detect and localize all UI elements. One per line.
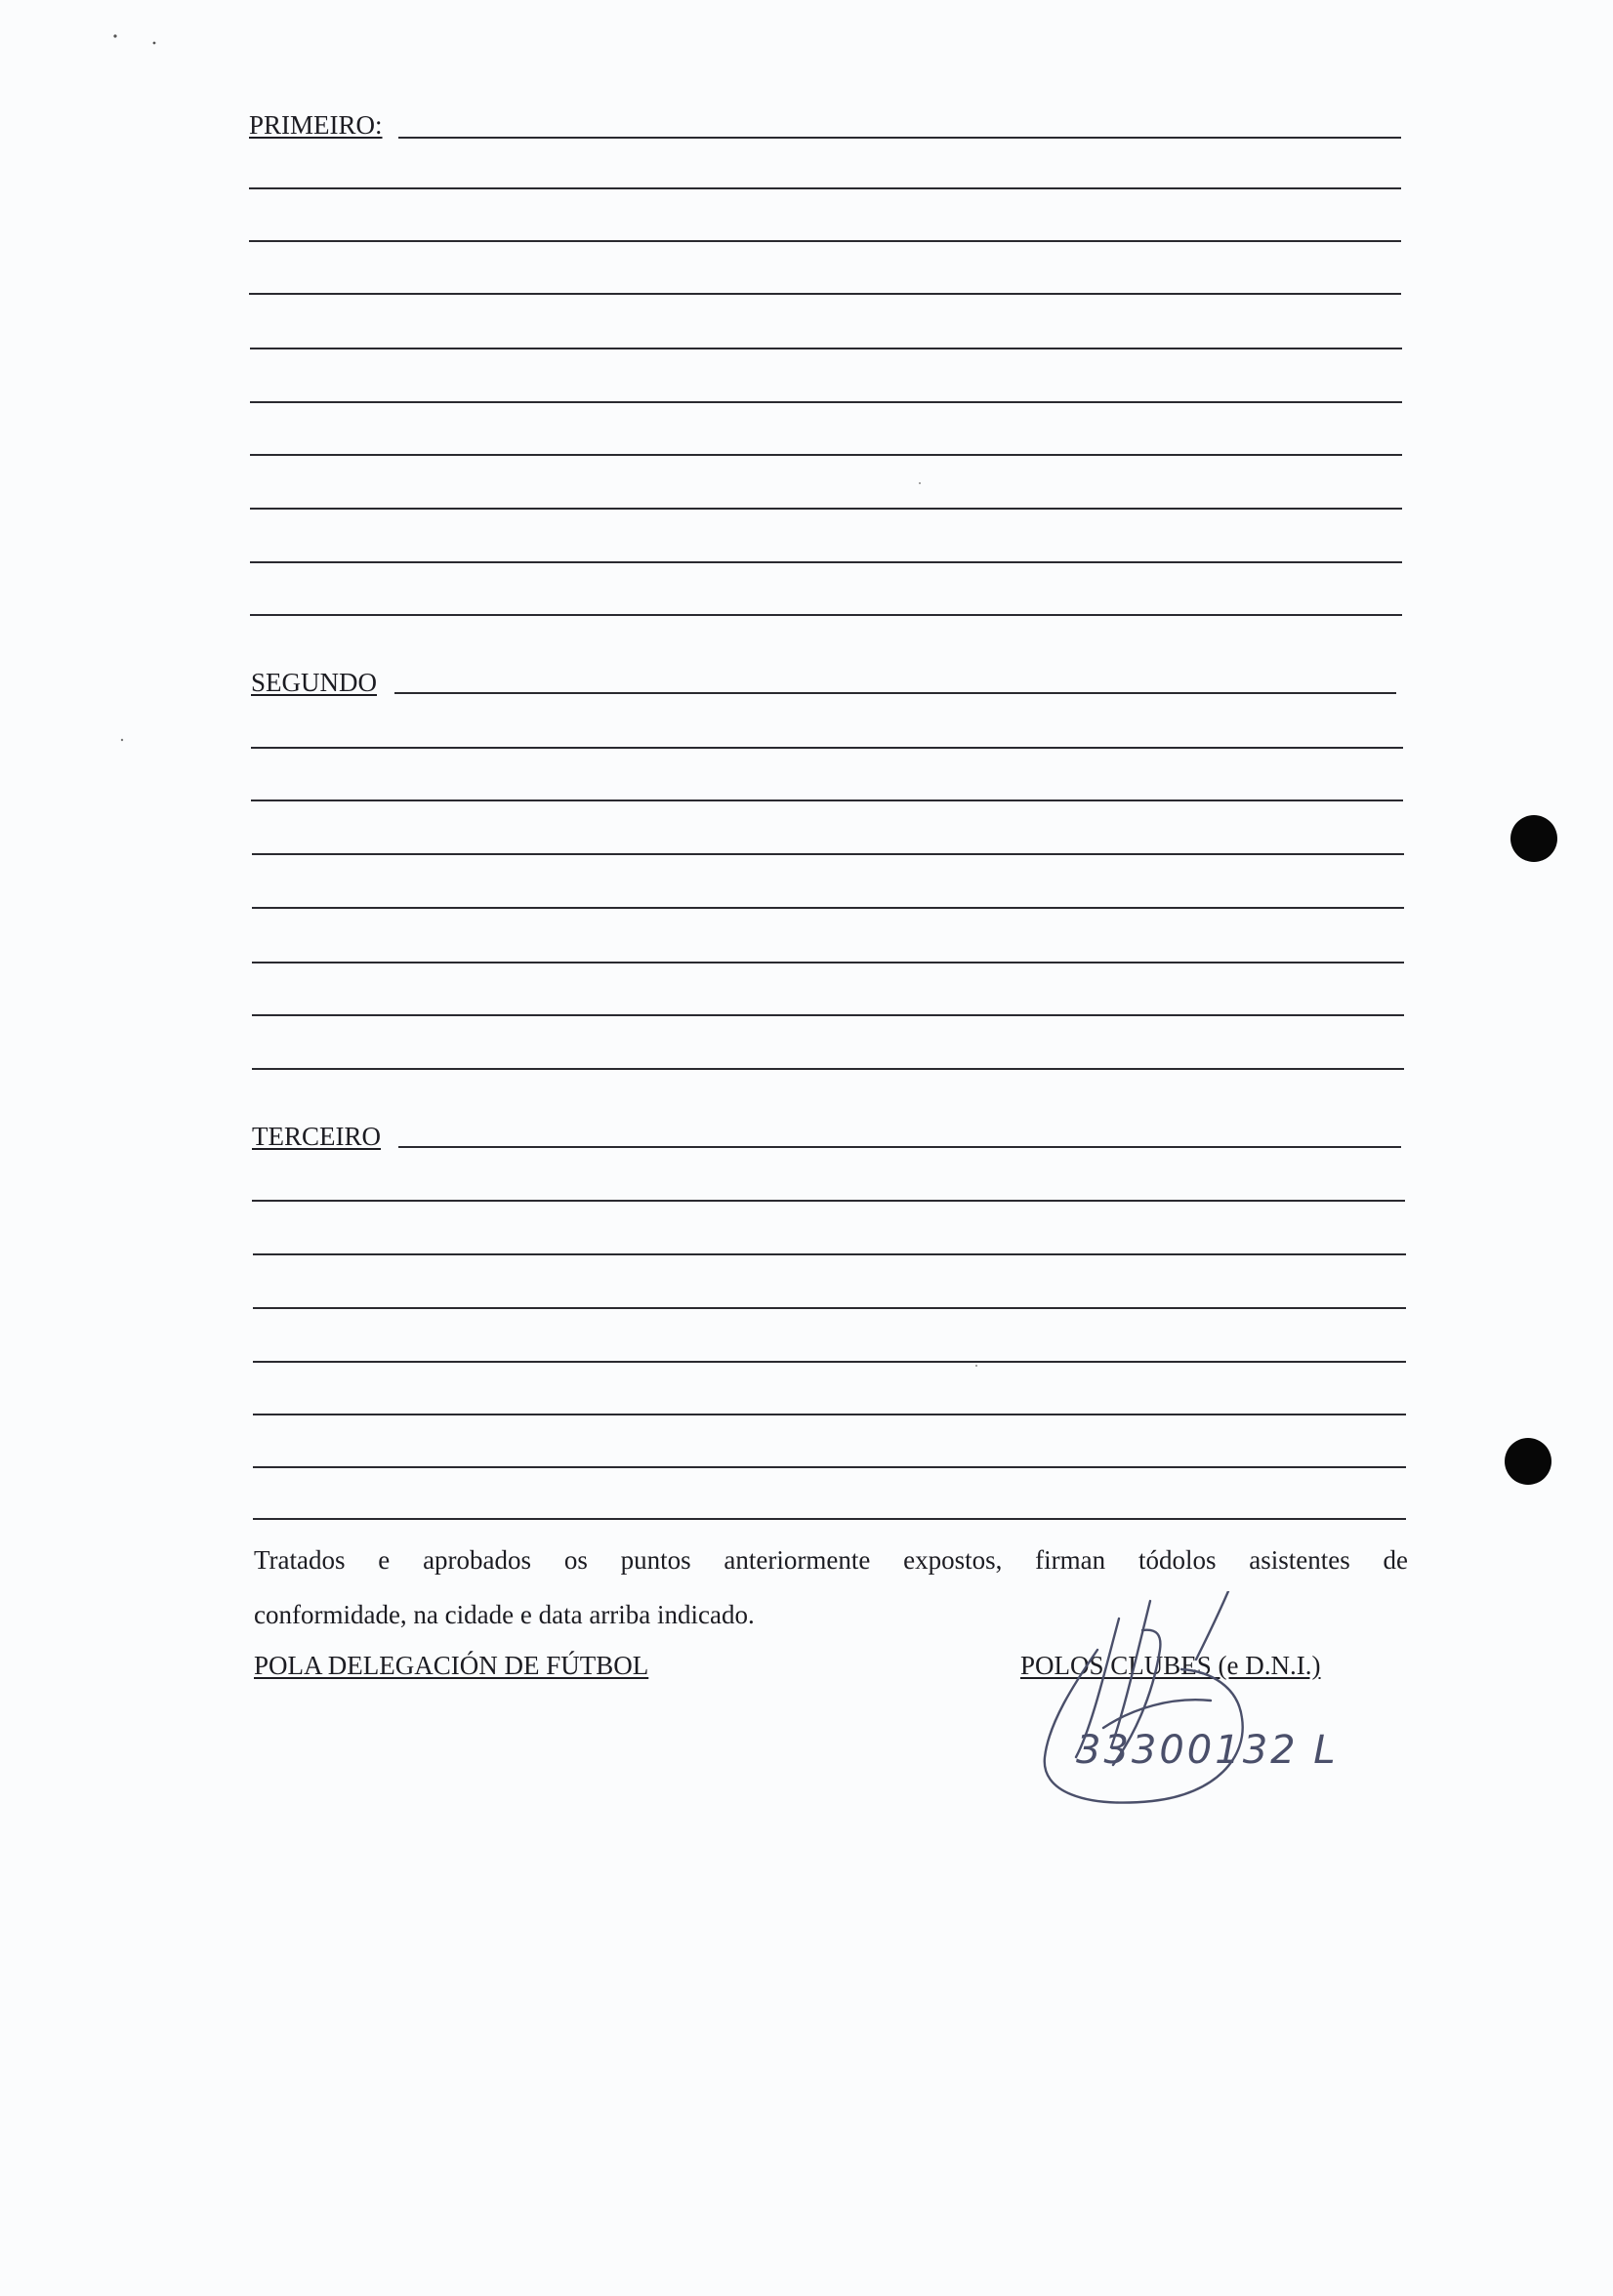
answer-line[interactable]: [253, 1518, 1406, 1520]
answer-line[interactable]: [250, 561, 1402, 563]
answer-line[interactable]: [253, 1253, 1406, 1255]
closing-line-1: Tratados e aprobados os puntos anteriormente expostos, firman tódolos asistentes de: [254, 1545, 1408, 1575]
club-signature: [1015, 1591, 1406, 1816]
handwritten-dni: 33300132 L: [1076, 1728, 1339, 1773]
answer-line[interactable]: [249, 293, 1401, 295]
section-first-label: PRIMEIRO:: [249, 110, 383, 140]
answer-line[interactable]: [249, 240, 1401, 242]
section-second-label: SEGUNDO: [251, 668, 378, 697]
answer-line[interactable]: [394, 692, 1396, 694]
section-third-label: TERCEIRO: [252, 1122, 381, 1151]
answer-line[interactable]: [252, 907, 1404, 909]
punch-hole: [1505, 1438, 1551, 1485]
answer-line[interactable]: [250, 454, 1402, 456]
answer-line[interactable]: [398, 137, 1401, 139]
answer-line[interactable]: [252, 853, 1404, 855]
answer-line[interactable]: [252, 1014, 1404, 1016]
answer-line[interactable]: [252, 962, 1404, 964]
answer-line[interactable]: [253, 1361, 1406, 1363]
punch-hole: [1510, 815, 1557, 862]
answer-line[interactable]: [252, 1200, 1405, 1202]
answer-line[interactable]: [250, 508, 1402, 510]
answer-line[interactable]: [251, 800, 1403, 801]
answer-line[interactable]: [253, 1466, 1406, 1468]
answer-line[interactable]: [249, 187, 1401, 189]
answer-line[interactable]: [251, 747, 1403, 749]
answer-line[interactable]: [250, 348, 1402, 349]
answer-line[interactable]: [250, 614, 1402, 616]
answer-line[interactable]: [253, 1307, 1406, 1309]
answer-line[interactable]: [398, 1146, 1401, 1148]
closing-line-2: conformidade, na cidade e data arriba indicado.: [254, 1600, 755, 1629]
answer-line[interactable]: [250, 401, 1402, 403]
answer-line[interactable]: [252, 1068, 1404, 1070]
clubs-signature-label: POLOS CLUBES (e D.N.I.): [1020, 1651, 1321, 1680]
answer-line[interactable]: [253, 1414, 1406, 1415]
delegation-signature-label: POLA DELEGACIÓN DE FÚTBOL: [254, 1651, 649, 1680]
